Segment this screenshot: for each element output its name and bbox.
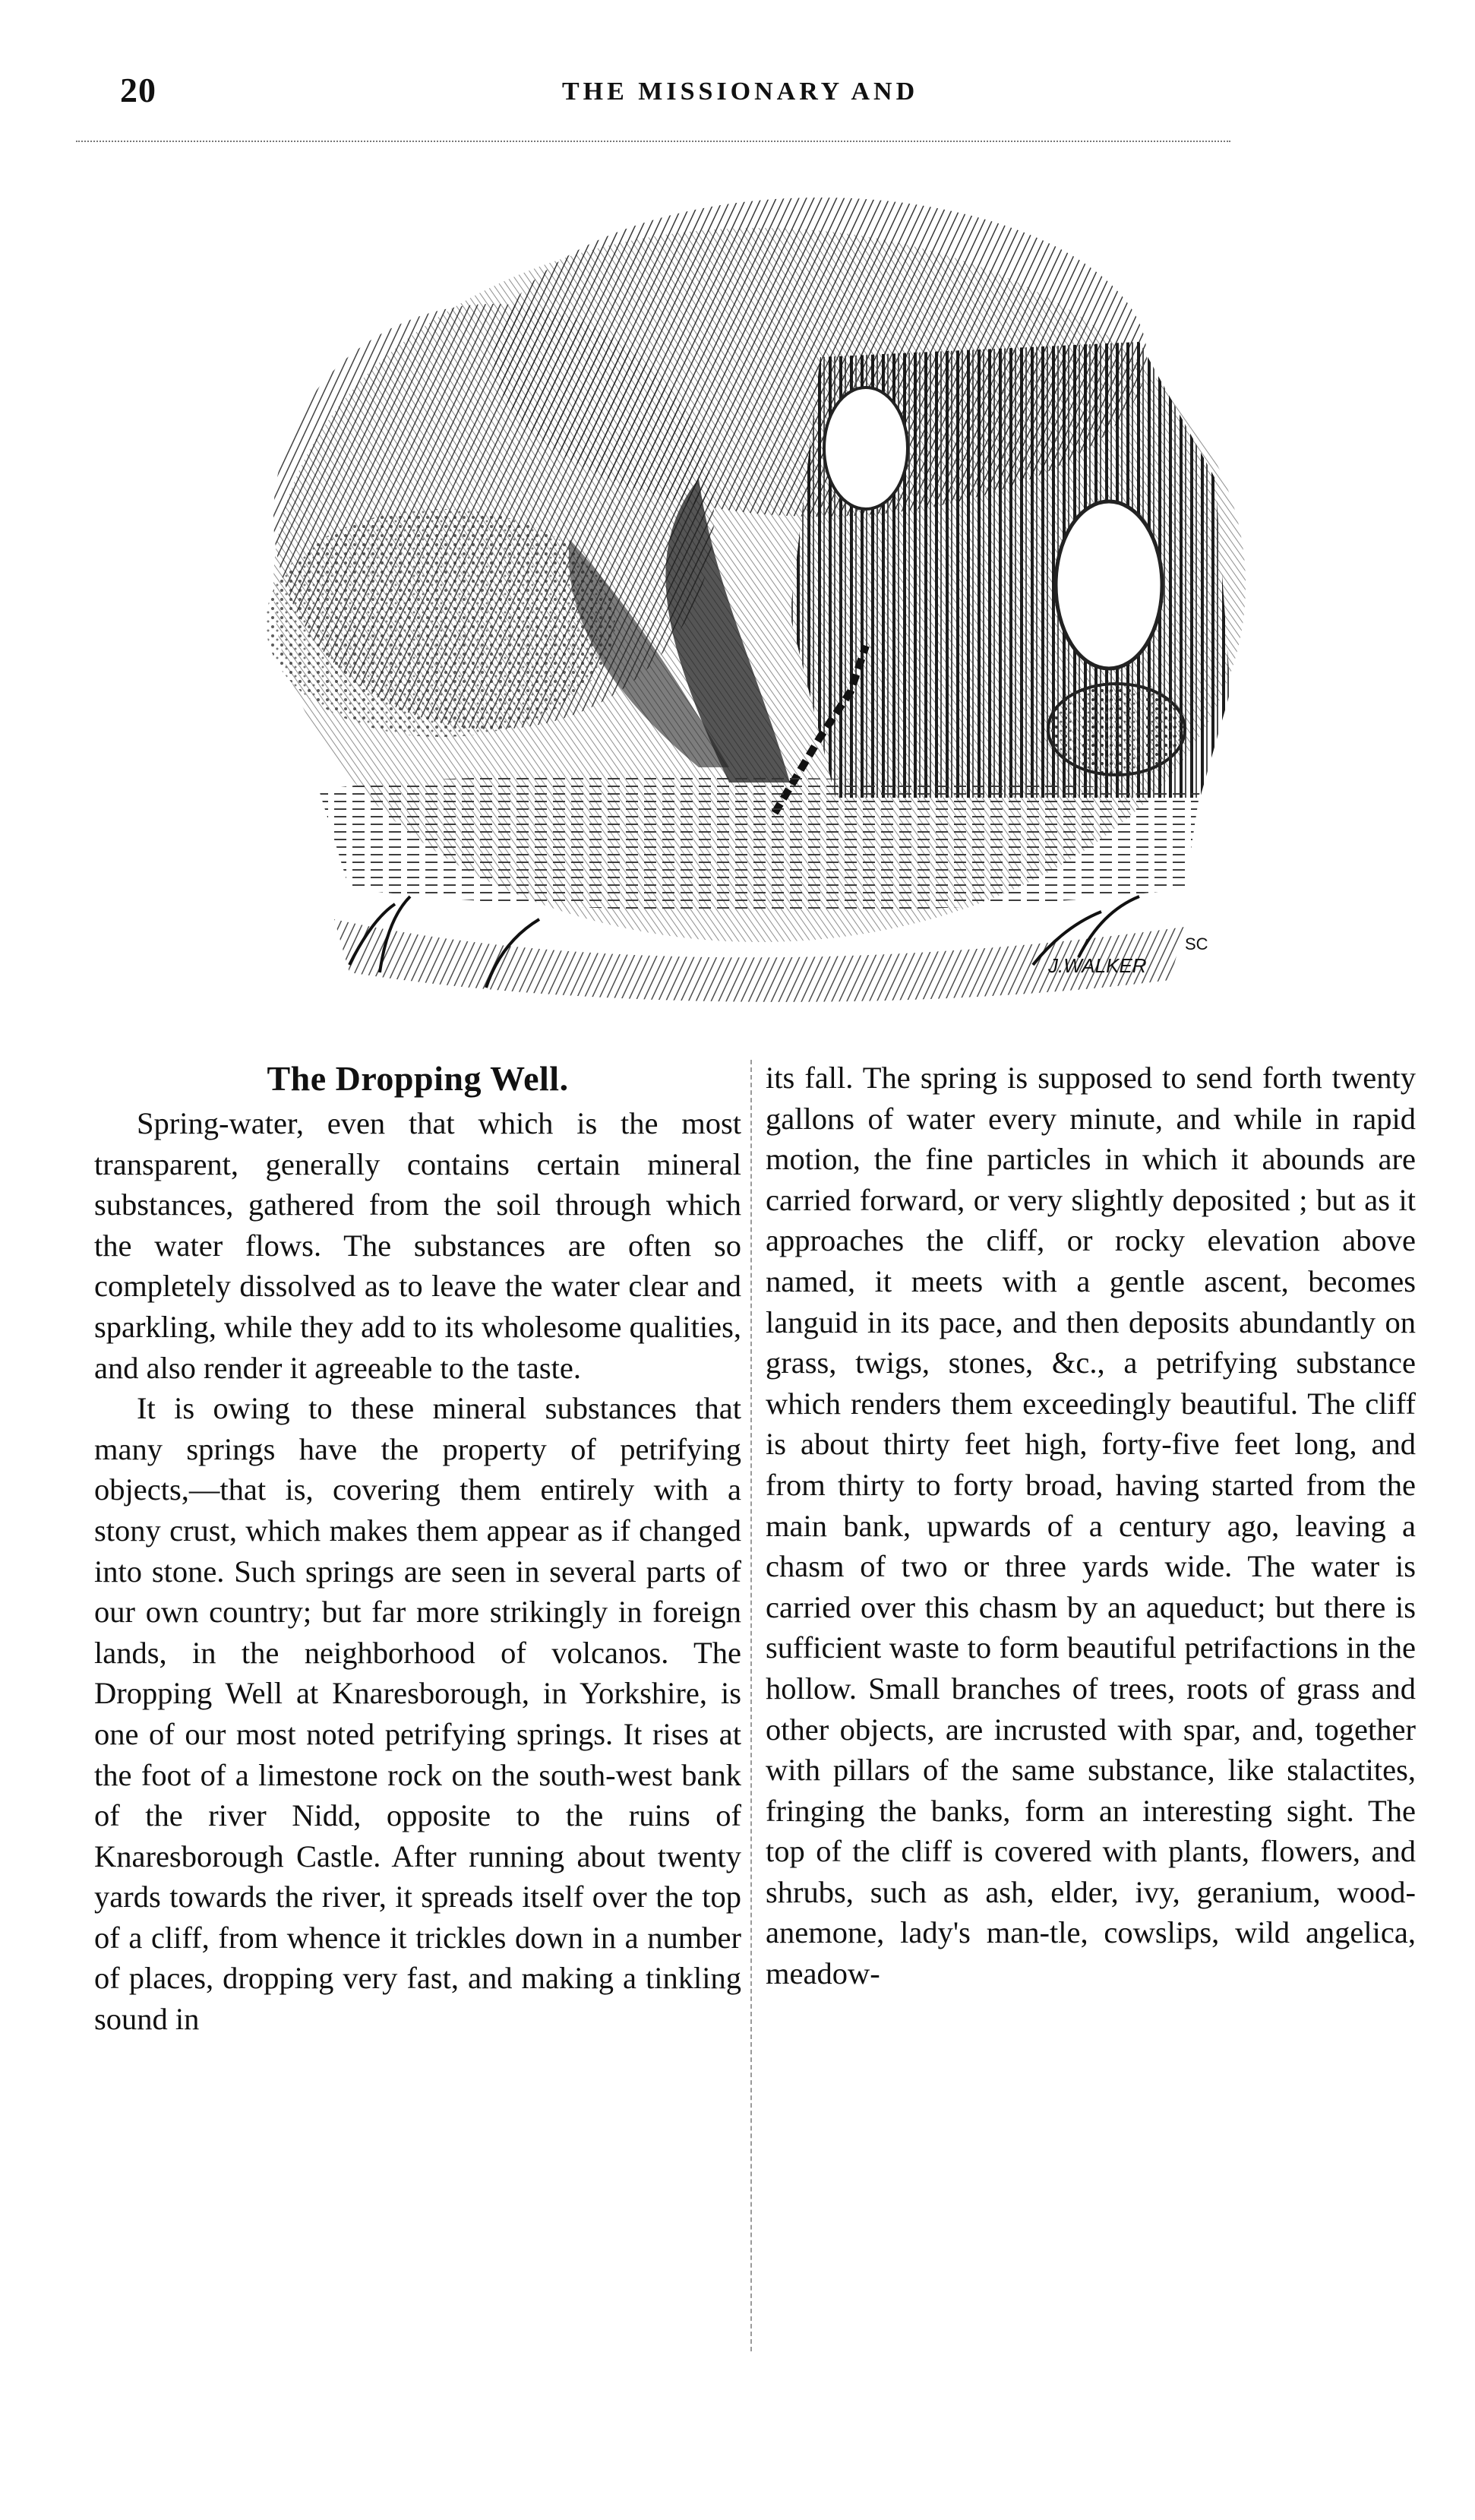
running-header <box>91 70 1382 115</box>
article-title: The Dropping Well. <box>267 1059 569 1098</box>
header-dotted-rule <box>76 141 1230 142</box>
paragraph-1: Spring-water, even that which is the most transparent, generally contains certain mineral substances, gathered from the soil through which the water flows. The substances are often so completely dissolved as to leave the water clear and sparkling, while they add to its wholesome qualities, and also render it agreeable to the taste. <box>94 1106 741 1385</box>
running-head-title: THE MISSIONARY AND <box>562 77 919 106</box>
right-column <box>766 1058 1416 1994</box>
left-column <box>94 1058 741 2040</box>
paragraph-2: It is owing to these mineral substances that many springs have the property of petrifying objects,—that is, covering them entirely with a stony crust, which makes them appear as if changed into stone. Such springs are seen in several parts of our own country; but far more strikingly in foreign lands, in the neighborhood of volcanos. The Dropping Well at Knaresborough, in Yorkshire, is one of our most noted petrifying springs. It rises at the foot of a limestone rock on the south-west bank of the river Nidd, opposite to the ruins of Knaresborough Castle. After running about twenty yards towards the river, it spreads itself over the top of a cliff, from whence it trickles down in a number of places, dropping very fast, and making a tinkling sound in <box>94 1391 741 2037</box>
paragraph-2-continuation: its fall. The spring is supposed to send forth twenty gallons of water every minute, and while in rapid motion, the fine particles in which it abounds are carried forward, or very slightly deposited ; but as it approaches the cliff, or rocky elevation above named, it meets with a gentle ascent, becomes languid in its pace, and then deposits abundantly on grass, twigs, stones, &c., a petrifying substance which renders them exceedingly beautiful. The cliff is about thirty feet high, forty-five feet long, and from thirty to forty broad, having started from the main bank, upwards of a century ago, leaving a chasm of two or three yards wide. The water is carried over this chasm by an aqueduct; but there is sufficient waste to form beautiful petrifactions in the hollow. Small branches of trees, roots of grass and other objects, are incrusted with spar, and, together with pillars of the same substance, like stalactites, fringing the banks, form an interesting sight. The top of the cliff is covered with plants, flowers, and shrubs, such as ash, elder, ivy, geranium, wood-anemone, lady's man-tle, cowslips, wild angelica, meadow- <box>766 1061 1416 1991</box>
dropping-well-engraving <box>243 160 1276 1018</box>
engraver-mark: SC <box>1185 934 1208 953</box>
pool-water <box>319 776 1200 912</box>
page-number: 20 <box>120 71 156 109</box>
column-divider <box>750 1060 752 2351</box>
engraver-signature: J.WALKER <box>1048 954 1147 977</box>
